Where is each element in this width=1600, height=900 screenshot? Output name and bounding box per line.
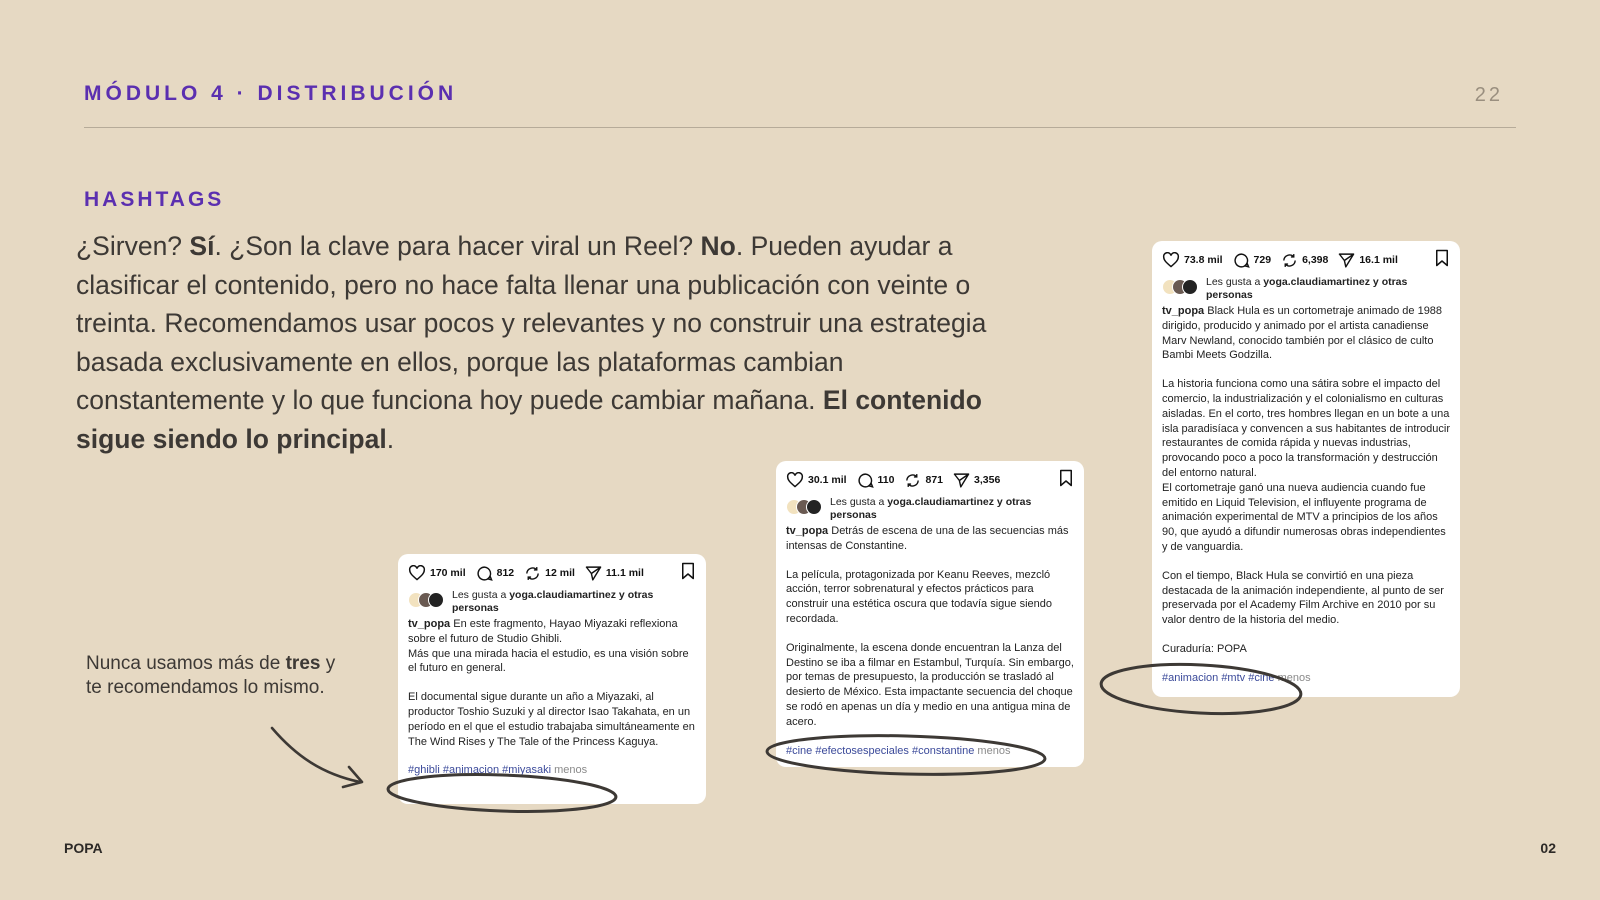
- hashtag-links[interactable]: #animacion #mtv #cine: [1162, 671, 1275, 684]
- likes-count: 73.8 mil: [1184, 253, 1223, 266]
- less-link[interactable]: menos: [554, 764, 588, 777]
- note-bold: tres: [285, 653, 321, 674]
- liked-suffix: y otras personas: [452, 589, 654, 614]
- intro-answer-yes: Sí: [189, 231, 215, 261]
- caption-para: Curaduría: POPA: [1162, 642, 1247, 655]
- hashtag-circle-ghibli: [387, 771, 616, 815]
- comments-count: 110: [877, 473, 895, 486]
- footer-brand: POPA: [64, 840, 103, 856]
- caption-para: Con el tiempo, Black Hula se convirtió en una pieza destacada de la animación independiente, al punto de ser preservada por el Academy Film Archive en 2010 por su valor dentro de la historia del medio.: [1162, 569, 1444, 627]
- shares-count: 16.1 mil: [1359, 253, 1398, 266]
- liked-user[interactable]: yoga.claudiamartinez: [887, 496, 995, 508]
- liked-prefix: Les gusta a: [452, 589, 510, 601]
- caption-para: Originalmente, la escena donde encuentran la Lanza del Destino se iba a filmar en Estambul, Turquía. Sin embargo, por temas de presupuesto, la producción se trasladó al desierto de México. Esta impactante secuencia del choque se rodó en apenas un día y medio en una antigua mina de acero.: [786, 641, 1074, 728]
- likes-count: 30.1 mil: [808, 473, 847, 486]
- post-username[interactable]: tv_popa: [408, 618, 451, 630]
- intro-body: . Pueden ayudar a clasificar el contenido, pero no hace falta llenar una publicación con veinte o treinta. Recomendamos usar pocos y relevantes y no construir una estrategia basada exclusivamente en ellos, porque las plataformas cambian constantemente y lo que funciona hoy puede cambiar mañana.: [76, 231, 987, 415]
- footer-slide-number: 02: [1540, 840, 1556, 856]
- less-link[interactable]: menos: [977, 744, 1011, 757]
- intro-q1: ¿Sirven?: [76, 231, 190, 261]
- page-number: 22: [1474, 84, 1503, 106]
- caption-para: El documental sigue durante un año a Miyazaki, al productor Toshio Suzuki y al director Isao Takahata, en un período en el que el estudio trabajaba simultáneamente en The Wind Rises y The Tale of the Princess Kaguya.: [408, 691, 695, 748]
- hashtag-circle-constantine: [767, 732, 1046, 777]
- hashtag-links[interactable]: #cine #efectosespeciales #constantine: [786, 744, 975, 757]
- liked-user[interactable]: yoga.claudiamartinez: [1263, 276, 1371, 288]
- liked-prefix: Les gusta a: [1206, 276, 1264, 288]
- comments-count: 812: [496, 566, 515, 579]
- caption-text: Detrás de escena de una de las secuencias más intensas de Constantine.: [786, 525, 1069, 552]
- intro-q2: . ¿Son la clave para hacer viral un Reel?: [214, 231, 701, 261]
- likes-count: 170 mil: [430, 566, 466, 579]
- module-title: MÓDULO 4 · DISTRIBUCIÓN: [84, 82, 458, 105]
- hashtag-circle-black-hula: [1100, 660, 1302, 718]
- shares-count: 3,356: [974, 473, 1001, 486]
- liked-suffix: y otras personas: [830, 496, 1032, 521]
- comments-count: 729: [1253, 253, 1272, 266]
- note-pre: Nunca usamos más de: [86, 653, 286, 674]
- hashtag-links[interactable]: #ghibli #animacion #miyasaki: [408, 764, 552, 777]
- post-username[interactable]: tv_popa: [1162, 305, 1205, 317]
- post-username[interactable]: tv_popa: [786, 525, 829, 537]
- liked-prefix: Les gusta a: [830, 496, 888, 508]
- liked-user[interactable]: yoga.claudiamartinez: [509, 589, 617, 601]
- reposts-count: 871: [925, 473, 944, 486]
- intro-answer-no: No: [700, 231, 736, 261]
- note-post: y te recomendamos lo mismo.: [86, 653, 336, 698]
- intro-conclusion: El contenido sigue siendo lo principal: [76, 385, 982, 454]
- liked-suffix: y otras personas: [1206, 276, 1408, 301]
- less-link[interactable]: menos: [1277, 671, 1311, 684]
- reposts-count: 12 mil: [545, 566, 575, 579]
- caption-para: La película, protagonizada por Keanu Reeves, mezcló acción, terror sobrenatural y efectos prácticos para construir una estética oscura que todavía sigue siendo recordada.: [786, 568, 1052, 625]
- reposts-count: 6,398: [1302, 253, 1329, 266]
- caption-text: Black Hula es un cortometraje animado de 1988 dirigido, producido y animado por el artista canadiense Marv Newland, conocido también por el clásico de culto Bambi Meets Godzilla.: [1162, 305, 1443, 362]
- arrowhead: [343, 767, 362, 787]
- arrow-icon: [272, 728, 360, 782]
- intro-end: .: [386, 423, 395, 454]
- section-title: HASHTAGS: [84, 188, 225, 211]
- caption-para: La historia funciona como una sátira sobre el impacto del comercio, la industrialización y el colonialismo en culturas aisladas. En el corto, tres hombres llegan en un bote a una isla paradisíaca y convencen a sus habitantes de introducir restaurantes de comida rápida y nuevas industrias, provocando poco a poco la transformación y destrucción del entorno natural. El cortometraje ganó una nueva audiencia cuando fue emitido en Liquid Television, el influyente programa de animación experimental de MTV a principios de los años 90, que ayudó a difundir numerosas obras independientes y de vanguardia.: [1162, 378, 1451, 553]
- shares-count: 11.1 mil: [605, 566, 644, 579]
- caption-text: En este fragmento, Hayao Miyazaki reflexiona sobre el futuro de Studio Ghibli. Más que una mirada hacia el estudio, es una visión sobre el futuro en general.: [408, 618, 689, 675]
